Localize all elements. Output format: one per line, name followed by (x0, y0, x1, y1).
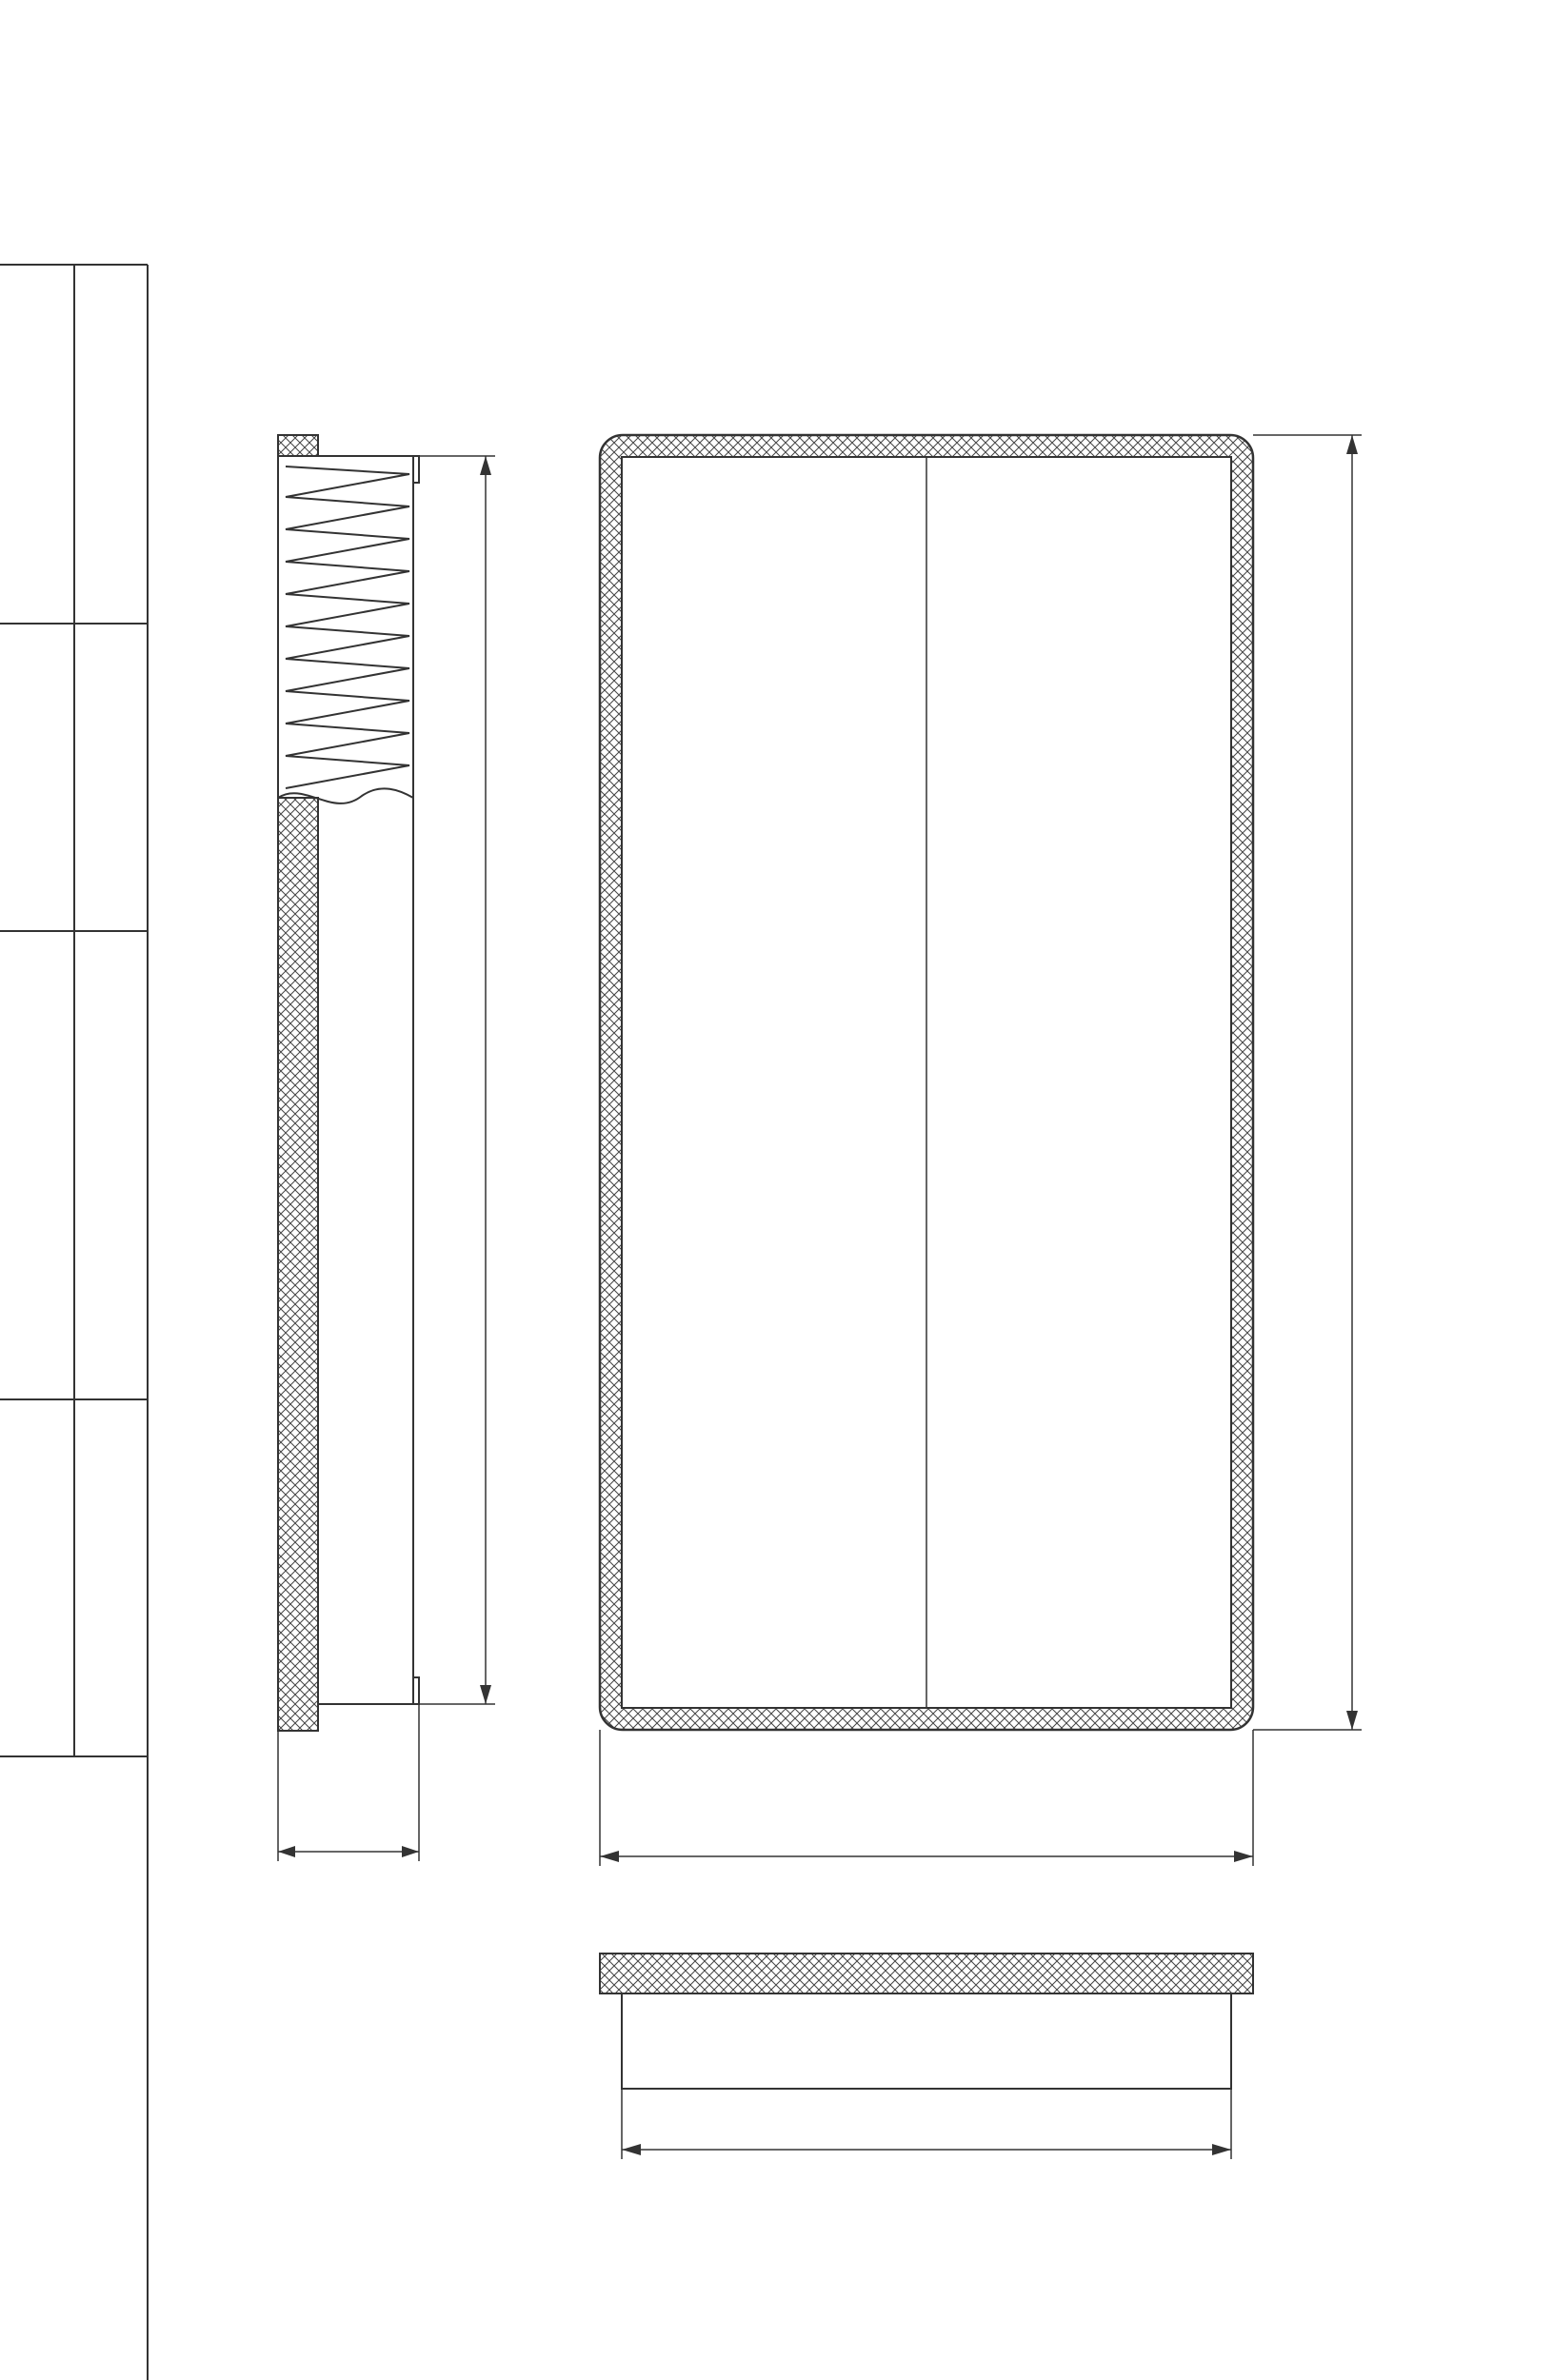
title-block (0, 265, 148, 2380)
side-view (278, 435, 495, 1861)
bottom-view (600, 1954, 1253, 2159)
front-view (600, 435, 1362, 1866)
